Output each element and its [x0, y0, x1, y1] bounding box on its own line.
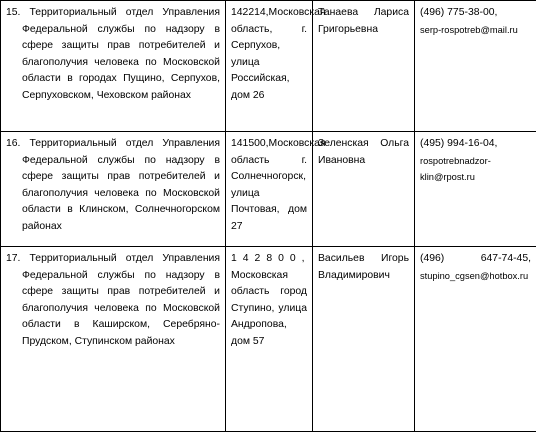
- address-postcode: 142800,: [231, 251, 307, 268]
- address-text: Московская область город Ступино, улица Андропова, дом 57: [231, 268, 307, 351]
- department-cell: [1, 247, 226, 432]
- contact-text: [420, 251, 531, 285]
- phone-number: (495) 994-16-04,: [420, 136, 531, 153]
- address-cell: 142214,Московская область, г. Серпухов, улица Российская, дом 26: [226, 1, 313, 132]
- head-name-cell: Зеленская Ольга Ивановна: [313, 132, 415, 247]
- email-address: stupino_cgsen@hotbox.ru: [420, 271, 528, 281]
- head-name-cell: Танаева Лариса Григорьевна: [313, 1, 415, 132]
- department-name: Территориальный отдел Управления Федеральной службы по надзору в сфере защиты прав потребителей и благополучия человека по Московской области в Каширском, Серебряно-Прудском, Ступинском районах: [22, 253, 220, 347]
- department-name: Территориальный отдел Управления Федеральной службы по надзору в сфере защиты прав потребителей и благополучия человека по Московской области в городах Пущино, Серпухов, Серпуховском, Чеховском районах: [22, 7, 220, 101]
- email-address: rospotrebnadzor-klin@rpost.ru: [420, 153, 531, 186]
- department-name: Территориальный отдел Управления Федеральной службы по надзору в сфере защиты прав потребителей и благополучия человека по Московской области в Клинском, Солнечногорском районах: [22, 138, 220, 232]
- phone-number: (496) 775-38-00,: [420, 5, 531, 22]
- contact-cell: [415, 247, 536, 432]
- phone-number: (496) 647-74-45,: [420, 253, 531, 264]
- table-row: [1, 247, 536, 432]
- address-cell: 141500,Московская область г. Солнечногорск, улица Почтовая, дом 27: [226, 132, 313, 247]
- row-number: 17.: [6, 253, 20, 264]
- head-name-cell: Васильев Игорь Владимирович: [313, 247, 415, 432]
- row-number: 16.: [6, 138, 20, 149]
- department-cell: [1, 132, 226, 247]
- table-row: [1, 1, 536, 132]
- table-row: [1, 132, 536, 247]
- email-address: serp-rospotreb@mail.ru: [420, 22, 531, 39]
- contact-cell: [415, 132, 536, 247]
- address-cell: [226, 247, 313, 432]
- row-number: 15.: [6, 7, 20, 18]
- department-cell: [1, 1, 226, 132]
- contact-cell: [415, 1, 536, 132]
